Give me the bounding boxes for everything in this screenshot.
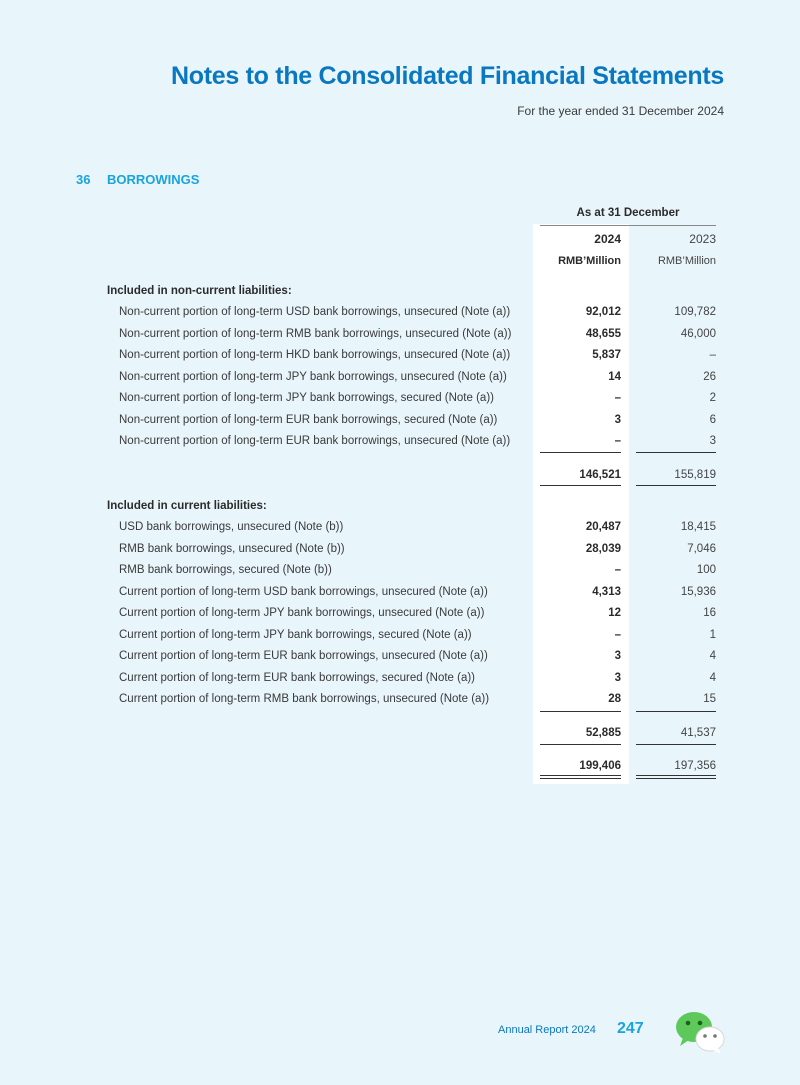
value-2024: 12 [608, 607, 621, 619]
page-number: 247 [617, 1020, 644, 1037]
section-title: BORROWINGS [107, 172, 200, 187]
value-2024: – [614, 564, 621, 576]
non-current-subtotal-rule-2024 [540, 452, 621, 453]
column-unit-2023: RMB’Million [657, 255, 716, 267]
value-2024: 14 [608, 370, 621, 383]
non-current-subtotal-underline-2024 [540, 485, 621, 486]
row-description: Non-current portion of long-term EUR bank borrowings, unsecured (Note (a)) [119, 435, 511, 447]
value-2023: 6 [709, 413, 716, 426]
current-subtotal-rule-2023 [636, 711, 716, 712]
value-2024: 20,487 [585, 521, 621, 533]
value-2023: 18,415 [680, 521, 716, 533]
value-2023: 4 [709, 671, 716, 684]
value-2023: 26 [703, 370, 716, 383]
current-subtotal-underline-2023 [636, 744, 716, 745]
column-group-header: As at 31 December [576, 207, 680, 219]
current-subtotal-underline-2024 [540, 744, 621, 745]
row-description: Current portion of long-term RMB bank borrowings, unsecured (Note (a)) [119, 693, 490, 705]
column-group-rule [540, 225, 716, 226]
table-row [0, 672, 800, 688]
current-subtotal-row [0, 727, 800, 743]
non-current-group-label: Included in non-current liabilities: [107, 285, 292, 297]
table-row [0, 586, 800, 602]
total-2023: 197,356 [674, 760, 716, 772]
table-row [0, 306, 800, 322]
value-2024: 3 [614, 650, 621, 662]
section-heading [76, 172, 199, 187]
value-2024: 3 [614, 671, 621, 684]
page-subtitle: For the year ended 31 December 2024 [517, 104, 724, 118]
current-subtotal-2023: 41,537 [680, 727, 716, 739]
table-row [0, 414, 800, 430]
table-row [0, 392, 800, 408]
table-row [0, 349, 800, 365]
row-description: RMB bank borrowings, secured (Note (b)) [119, 564, 332, 576]
value-2023: 15 [703, 693, 716, 705]
footer-report-label: Annual Report 2024 [498, 1024, 596, 1036]
total-double-underline-2024 [540, 775, 621, 779]
value-2024: – [614, 392, 621, 404]
table-row [0, 543, 800, 559]
row-description: Current portion of long-term JPY bank borrowings, secured (Note (a)) [119, 628, 472, 641]
current-group-label: Included in current liabilities: [107, 500, 267, 512]
row-description: RMB bank borrowings, unsecured (Note (b)) [119, 542, 345, 555]
table-row [0, 693, 800, 709]
page-title: Notes to the Consolidated Financial Statements [171, 62, 724, 90]
row-description: Non-current portion of long-term JPY bank borrowings, secured (Note (a)) [119, 392, 494, 404]
total-row [0, 760, 800, 776]
current-subtotal-2024: 52,885 [585, 727, 621, 739]
table-row [0, 650, 800, 666]
total-2024: 199,406 [579, 760, 621, 772]
value-2023: 16 [703, 607, 716, 619]
value-2023: 2 [709, 392, 716, 404]
value-2024: 48,655 [585, 327, 621, 340]
value-2023: – [709, 349, 716, 361]
value-2024: 4,313 [592, 585, 621, 598]
non-current-subtotal-2023: 155,819 [674, 469, 716, 481]
value-2024: – [614, 435, 621, 447]
value-2024: 92,012 [585, 306, 621, 318]
row-description: Non-current portion of long-term EUR bank borrowings, secured (Note (a)) [119, 413, 498, 426]
table-row [0, 521, 800, 537]
value-2024: 5,837 [592, 349, 621, 361]
value-2024: 28,039 [585, 542, 621, 555]
value-2023: 7,046 [687, 542, 716, 555]
row-description: Non-current portion of long-term USD bank borrowings, unsecured (Note (a)) [119, 306, 511, 318]
row-description: Non-current portion of long-term RMB bank borrowings, unsecured (Note (a)) [119, 327, 512, 340]
row-description: Current portion of long-term USD bank borrowings, unsecured (Note (a)) [119, 585, 488, 598]
row-description: Current portion of long-term EUR bank borrowings, secured (Note (a)) [119, 671, 476, 684]
non-current-subtotal-underline-2023 [636, 485, 716, 486]
row-description: USD bank borrowings, unsecured (Note (b)) [119, 521, 344, 533]
non-current-subtotal-row [0, 469, 800, 485]
table-row [0, 564, 800, 580]
value-2024: 28 [608, 693, 621, 705]
column-year-2024: 2024 [594, 232, 621, 246]
non-current-subtotal-rule-2023 [636, 452, 716, 453]
row-description: Current portion of long-term EUR bank borrowings, unsecured (Note (a)) [119, 650, 488, 662]
table-row [0, 328, 800, 344]
current-subtotal-rule-2024 [540, 711, 621, 712]
table-row [0, 435, 800, 451]
table-row [0, 607, 800, 623]
table-row [0, 371, 800, 387]
row-description: Current portion of long-term JPY bank borrowings, unsecured (Note (a)) [119, 607, 485, 619]
value-2023: 109,782 [674, 306, 716, 318]
table-row [0, 629, 800, 645]
value-2023: 46,000 [680, 327, 716, 340]
value-2023: 4 [709, 650, 716, 662]
total-double-underline-2023 [636, 775, 716, 779]
wechat-icon [674, 1010, 726, 1054]
value-2024: – [614, 628, 621, 641]
value-2023: 1 [709, 628, 716, 641]
value-2023: 100 [696, 564, 716, 576]
row-description: Non-current portion of long-term HKD bank borrowings, unsecured (Note (a)) [119, 349, 511, 361]
value-2023: 3 [709, 435, 716, 447]
row-description: Non-current portion of long-term JPY bank borrowings, unsecured (Note (a)) [119, 370, 507, 383]
section-number: 36 [76, 172, 91, 187]
value-2024: 3 [614, 413, 621, 426]
non-current-subtotal-2024: 146,521 [579, 469, 621, 481]
column-unit-2024: RMB’Million [558, 255, 621, 267]
column-year-2023: 2023 [689, 232, 716, 246]
value-2023: 15,936 [680, 585, 716, 598]
